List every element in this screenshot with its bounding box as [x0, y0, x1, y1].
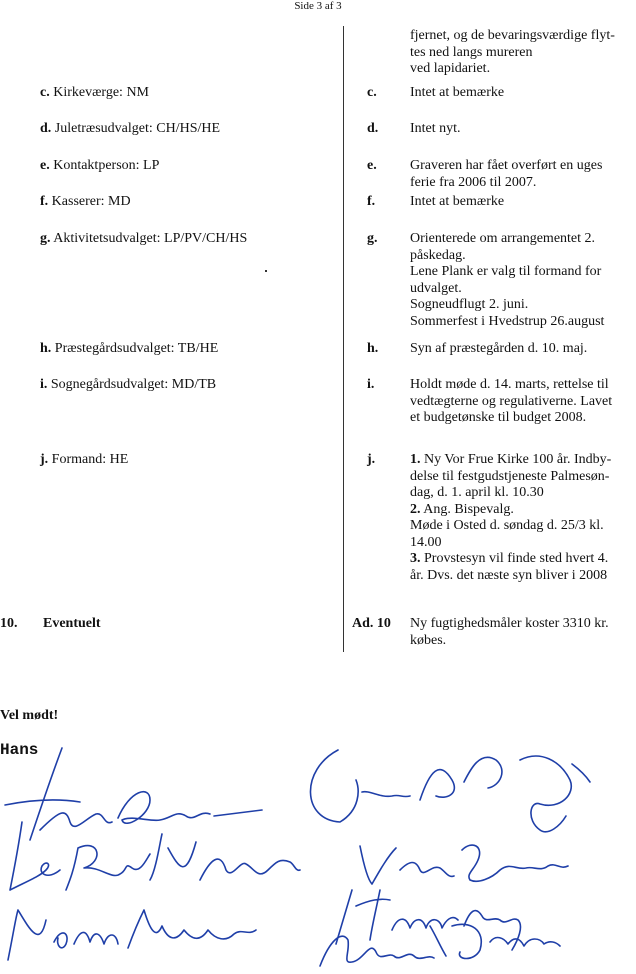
text-line: et budgetønske til budget 2008. — [410, 410, 587, 425]
text-line: påskedag. — [410, 247, 466, 263]
item-key: i. — [40, 377, 48, 392]
ad-label: Ad. 10 — [352, 616, 391, 631]
continuation-text — [410, 28, 636, 78]
item-notes-d — [410, 121, 636, 138]
closing-greeting: Vel mødt! — [0, 708, 59, 723]
item-key: d. — [40, 121, 52, 136]
text-line: Lene Plank er valg til formand for — [410, 264, 602, 279]
item-label-e — [40, 158, 159, 175]
point-number: 3. — [410, 551, 421, 566]
text-line: ferie fra 2006 til 2007. — [410, 174, 537, 190]
item-letter-d: d. — [367, 121, 379, 136]
text-line: Sommerfest i Hvedstrup 26.august — [410, 313, 605, 329]
item-text: Aktivitetsudvalget: LP/PV/CH/HS — [50, 231, 248, 246]
item-letter-f: f. — [367, 194, 376, 209]
item-letter-g: g. — [367, 231, 378, 246]
signature-hanne — [336, 890, 520, 950]
item-label-d — [40, 121, 220, 138]
item-letter-e: e. — [367, 158, 377, 173]
text-line: dag, d. 1. april kl. 10.30 — [410, 485, 544, 500]
text-line: 1. Ny Vor Frue Kirke 100 år. Indby- — [410, 452, 612, 467]
stray-dot — [265, 270, 267, 272]
agenda-number: 10. — [0, 616, 18, 631]
item-letter-c: c. — [367, 85, 377, 100]
text-line: vedtægterne og regulativerne. Lavet — [410, 393, 613, 409]
text-line: købes. — [410, 632, 447, 648]
text-line: fjernet, og de bevaringsværdige flyt- — [410, 28, 615, 43]
text-line: Intet nyt. — [410, 121, 461, 136]
text-line: tes ned langs mureren — [410, 44, 533, 60]
item-key: j. — [40, 452, 49, 467]
item-label-g — [40, 231, 247, 248]
item-letter-h: h. — [367, 341, 379, 356]
item-notes-g — [410, 231, 636, 330]
text-line: ved lapidariet. — [410, 61, 491, 76]
item-text: Kontaktperson: LP — [49, 158, 160, 173]
text-line: Syn af præstegården d. 10. maj. — [410, 341, 588, 356]
text-line: Orienterede om arrangementet 2. — [410, 231, 596, 246]
signatures-image — [0, 730, 636, 974]
item-notes-h — [410, 341, 636, 358]
text-line: Møde i Osted d. søndag d. 25/3 kl. — [410, 518, 604, 533]
item-key: h. — [40, 341, 52, 356]
item-key: f. — [40, 194, 49, 209]
text-line: Intet at bemærke — [410, 194, 505, 209]
item-label-c — [40, 85, 149, 102]
item-notes-f — [410, 194, 636, 211]
text-line: udvalget. — [410, 280, 462, 296]
item-text: Kasserer: MD — [48, 194, 131, 209]
text-line: 3. Provstesyn vil finde sted hvert 4. — [410, 551, 609, 566]
item-text: Præstegårdsudvalget: TB/HE — [51, 341, 219, 356]
eventuelt-notes — [410, 616, 636, 649]
item-key: c. — [40, 85, 50, 100]
item-label-i — [40, 377, 216, 394]
item-letter-i: i. — [367, 377, 375, 392]
item-text: Juletræsudvalget: CH/HS/HE — [51, 121, 221, 136]
text-line: Ny fugtighedsmåler koster 3310 kr. — [410, 616, 609, 631]
closing-name: Hans — [0, 741, 39, 759]
page-number: Side 3 af 3 — [294, 0, 342, 12]
item-notes-e — [410, 158, 636, 191]
text-line: 2. Ang. Bispevalg. — [410, 501, 514, 517]
item-text: Formand: HE — [48, 452, 129, 467]
text-line: Graveren har fået overført en uges — [410, 158, 603, 173]
item-label-j — [40, 452, 128, 469]
column-divider — [343, 26, 344, 652]
agenda-title: Eventuelt — [43, 616, 101, 631]
item-text: Kirkeværge: NM — [49, 85, 150, 100]
signature-vera — [360, 845, 568, 884]
signature-lene — [10, 822, 300, 890]
item-key: e. — [40, 158, 50, 173]
item-notes-c — [410, 85, 636, 102]
signature-marianne — [320, 924, 560, 966]
text-line: Sogneudflugt 2. juni. — [410, 297, 529, 312]
item-text: Sognegårdsudvalget: MD/TB — [47, 377, 217, 392]
text-line: delse til festgudstjeneste Palmesøn- — [410, 468, 610, 484]
item-letter-j: j. — [367, 452, 376, 467]
signature-norman — [8, 910, 256, 960]
signature-hans — [5, 748, 262, 840]
item-label-h — [40, 341, 218, 358]
point-number: 1. — [410, 452, 421, 467]
signature-top-right — [310, 750, 590, 832]
item-key: g. — [40, 231, 51, 246]
text-line: 14.00 — [410, 534, 442, 550]
text-line: Holdt møde d. 14. marts, rettelse til — [410, 377, 609, 392]
text-line: Intet at bemærke — [410, 85, 505, 100]
formand-notes — [410, 452, 636, 584]
text-line: år. Dvs. det næste syn bliver i 2008 — [410, 567, 608, 583]
item-notes-i — [410, 377, 636, 427]
point-number: 2. — [410, 501, 421, 517]
item-label-f — [40, 194, 131, 211]
